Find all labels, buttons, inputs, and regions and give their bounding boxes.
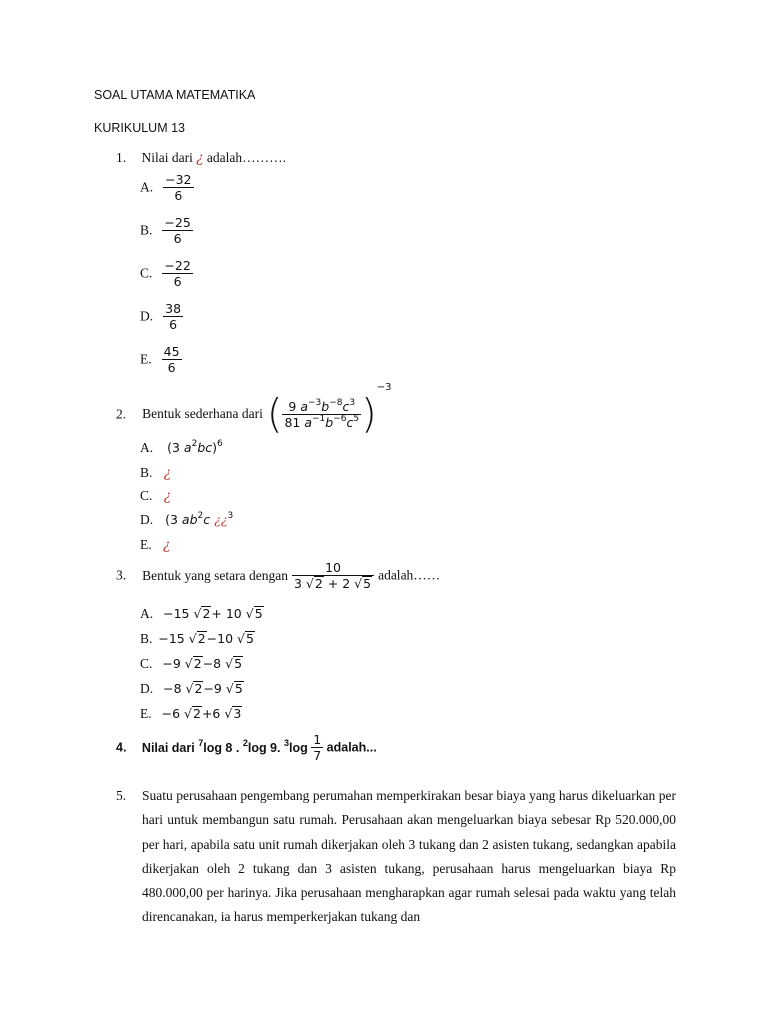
option-label: B. (140, 631, 153, 646)
fraction-numerator: 10 (325, 560, 341, 575)
expression-fraction (282, 399, 361, 430)
question-text: Suatu perusahaan pengembang perumahan memperkirakan besar biaya yang harus dikeluarkan per hari untuk membangun satu rumah. Perusahaan akan mengeluarkan biaya sebesar Rp 520.000,00 per hari, apabila satu unit rumah dikerjakan oleh 3 tukang dan 2 asisten tukang, sedangkan apabila dikerjakan oleh 2 tukang dan 3 asisten tukang, perusahaan harus mengeluarkan biaya Rp 480.000,00 per harinya. Jika perusahaan mengharapkan agar rumah selesai pada waktu yang telah direncanakan, ia harus memperkerjakan tukang dan (142, 788, 676, 925)
option-label: D. (140, 681, 154, 696)
question-text: Nilai dari $^7$log 8 . $^2$log 9. $^3$log (141, 737, 308, 755)
option-label: C. (140, 265, 153, 281)
expression-fraction (311, 732, 323, 763)
option-fraction (162, 344, 182, 375)
option-3e (140, 706, 242, 722)
question-text: Bentuk sederhana dari (142, 406, 263, 422)
missing-expression-placeholder: ¿ (163, 537, 171, 553)
left-paren: ( (266, 391, 283, 438)
question-number: 4. (116, 740, 127, 755)
fraction-numerator: 38 (165, 301, 182, 316)
option-label: D. (140, 512, 154, 527)
fraction-denominator: 81 $a^{-1}b^{-6}c^5$ (284, 413, 360, 430)
option-label: E. (140, 537, 152, 552)
fraction-denominator: 6 (162, 273, 192, 289)
option-label: A. (140, 179, 154, 195)
option-1b (140, 215, 193, 246)
fraction-denominator: 6 (162, 230, 192, 246)
option-1a (140, 172, 194, 203)
outer-exponent: −3 (376, 382, 392, 393)
option-label: C. (140, 488, 153, 503)
option-3c (140, 656, 243, 672)
option-2d (140, 512, 233, 528)
option-expression: (3 $ab^2c$ ¿¿$^3$ (165, 511, 234, 527)
option-label: B. (140, 222, 153, 238)
question-text-suffix: adalah... (326, 740, 377, 755)
question-number: 1. (116, 150, 127, 165)
option-expression: −15 √2+ 10 √5 (163, 606, 263, 621)
question-text: Bentuk yang setara dengan (142, 567, 288, 583)
option-fraction (162, 215, 192, 246)
option-label: B. (140, 465, 153, 480)
option-fraction (163, 301, 183, 332)
option-expression: −8 √2−9 √5 (163, 681, 243, 696)
question-3 (116, 560, 440, 591)
question-5 (116, 784, 676, 930)
option-2e (140, 537, 170, 553)
fraction-numerator: 1 (313, 732, 322, 747)
fraction-numerator: 45 (163, 344, 180, 359)
option-2a (140, 440, 223, 456)
option-1e (140, 344, 182, 375)
question-1 (116, 150, 286, 166)
option-3a (140, 606, 264, 622)
question-2 (116, 382, 392, 438)
option-label: E. (140, 351, 152, 367)
question-4 (116, 732, 377, 763)
missing-expression-placeholder: ¿ (163, 488, 172, 504)
question-number: 3. (116, 567, 127, 583)
page-title: SOAL UTAMA MATEMATIKA (94, 88, 256, 102)
fraction-denominator: 6 (163, 316, 183, 332)
fraction-denominator: 6 (162, 359, 182, 375)
page-subtitle: KURIKULUM 13 (94, 121, 185, 135)
fraction-numerator: −22 (164, 258, 191, 273)
question-text-suffix: adalah………. (206, 150, 286, 165)
fraction-denominator: 6 (163, 187, 193, 203)
option-1c (140, 258, 193, 289)
option-expression: −15 √2−10 √5 (158, 631, 254, 646)
fraction-numerator: −25 (164, 215, 191, 230)
option-expression: −9 √2−8 √5 (162, 656, 243, 671)
option-fraction (162, 258, 192, 289)
fraction-denominator: 7 (313, 748, 322, 763)
option-expression: −6 √2+6 √3 (161, 706, 242, 721)
fraction-denominator: 3 √2 + 2 √5 (292, 575, 374, 591)
option-label: A. (140, 440, 154, 455)
option-3b (140, 631, 255, 647)
option-2c (140, 488, 171, 504)
question-number: 2. (116, 406, 127, 422)
option-label: A. (140, 606, 154, 621)
option-expression: (3 $a^2bc)^6$ (167, 439, 223, 455)
option-1d (140, 301, 183, 332)
question-text-suffix: adalah…… (378, 567, 441, 583)
missing-expression-placeholder: ¿ (196, 150, 204, 166)
option-fraction (163, 172, 193, 203)
option-label: C. (140, 656, 153, 671)
right-paren: ) (361, 391, 377, 438)
option-2b (140, 465, 171, 481)
option-label: D. (140, 308, 154, 324)
expression-fraction (292, 560, 374, 591)
fraction-numerator: −32 (165, 172, 192, 187)
option-label: E. (140, 706, 152, 721)
option-3d (140, 681, 244, 697)
question-text: Nilai dari (141, 150, 193, 165)
fraction-numerator: 9 $a^{-3}b^{-8}c^3$ (288, 397, 356, 414)
question-number: 5. (116, 788, 127, 803)
missing-expression-placeholder: ¿ (163, 465, 172, 481)
